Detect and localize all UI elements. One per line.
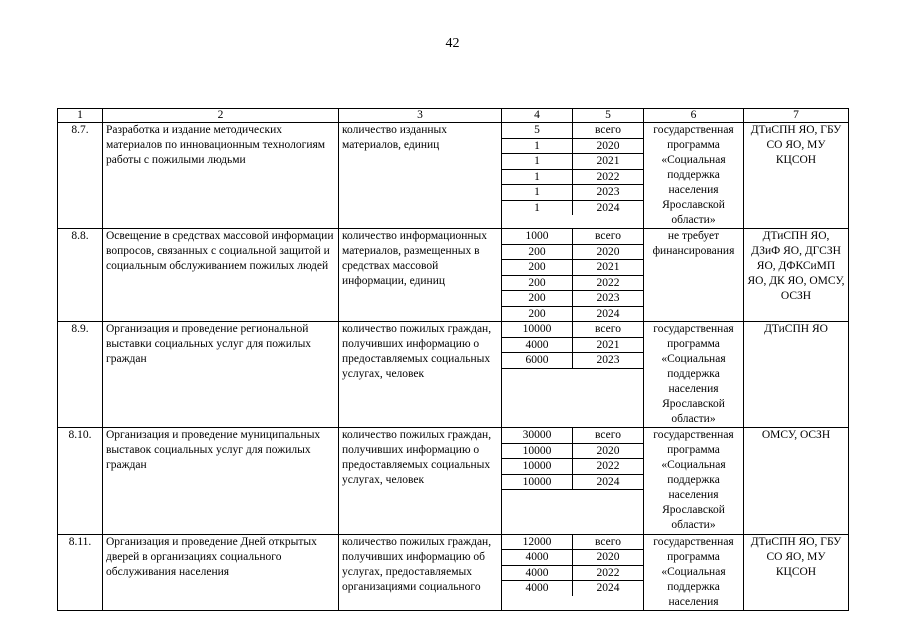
funding-value: 200: [502, 291, 573, 307]
funding-year: всего: [573, 428, 644, 443]
funding-empty: [502, 490, 573, 505]
funding-row: [502, 337, 643, 353]
funding-row-empty: [502, 398, 643, 413]
funding-value: 10000: [502, 443, 573, 459]
header-cell: 7: [744, 109, 849, 123]
executor: ДТиСПН ЯО, ГБУ СО ЯО, МУ КЦСОН: [744, 123, 849, 229]
funding-value: 200: [502, 306, 573, 321]
funding-source: государственная программа «Социальная поддержка населения: [644, 534, 744, 610]
funding-table: [502, 322, 643, 427]
funding-source: государственная программа «Социальная поддержка населения Ярославской области»: [644, 123, 744, 229]
table-row: [58, 534, 849, 610]
funding-value: 4000: [502, 550, 573, 566]
row-number: 8.11.: [58, 534, 103, 610]
funding-year: 2024: [596, 201, 620, 214]
executor: ДТиСПН ЯО, ГБУ СО ЯО, МУ КЦСОН: [744, 534, 849, 610]
funding-row: [502, 200, 643, 215]
funding-empty: [502, 412, 573, 427]
funding-year: 2023: [573, 353, 644, 369]
measure-name: Организация и проведение Дней открытых дверей в организациях социального обслуживания населения: [103, 534, 339, 610]
funding-year: всего: [573, 229, 644, 244]
funding-row: [502, 459, 643, 475]
funding-empty: [502, 398, 573, 413]
funding-year: 2022: [573, 275, 644, 291]
funding-row: [502, 244, 643, 260]
funding-row: [502, 229, 643, 244]
funding-year: 2020: [573, 138, 644, 154]
measure-name: Разработка и издание методических материалов по инновационным технологиям работы с пожилыми людьми: [103, 123, 339, 229]
funding-table: [502, 123, 643, 215]
funding-year: 2023: [573, 291, 644, 307]
funding-value: 4000: [502, 337, 573, 353]
header-cell: 2: [103, 109, 339, 123]
funding-year: всего: [573, 123, 644, 138]
funding-row: [502, 291, 643, 307]
funding-value: 1: [502, 138, 573, 154]
funding-row: [502, 581, 643, 596]
measure-name: Освещение в средствах массовой информации вопросов, связанных с социальной защитой и социальным обслуживанием пожилых людей: [103, 229, 339, 322]
funding-value: 4000: [502, 581, 573, 596]
funding-value: 1: [502, 154, 573, 170]
funding-year: 2022: [573, 565, 644, 581]
funding-value: 200: [502, 260, 573, 276]
funding-row: [502, 123, 643, 138]
funding-row: [502, 474, 643, 490]
funding-row: [502, 353, 643, 369]
funding-row: [502, 535, 643, 550]
funding-year: 2020: [573, 244, 644, 260]
header-cell: 3: [339, 109, 502, 123]
measure-name: Организация и проведение муниципальных выставок социальных услуг для пожилых граждан: [103, 428, 339, 535]
funding-source: государственная программа «Социальная поддержка населения Ярославской области»: [644, 428, 744, 535]
funding-year: всего: [573, 535, 644, 550]
funding-year: 2024: [573, 474, 644, 490]
executor: ДТиСПН ЯО: [744, 322, 849, 428]
funding-empty: [573, 412, 644, 427]
funding-row: [502, 138, 643, 154]
funding-row-empty: [502, 490, 643, 505]
funding-year: 2024: [596, 582, 620, 594]
executor: ОМСУ, ОСЗН: [744, 428, 849, 535]
funding-year: 2021: [573, 337, 644, 353]
funding-empty: [573, 505, 644, 520]
funding-row: [502, 185, 643, 201]
funding-cell: [502, 322, 644, 428]
funding-empty: [502, 368, 573, 383]
funding-row-empty: [502, 412, 643, 427]
funding-row: [502, 550, 643, 566]
funding-row: [502, 428, 643, 443]
funding-cell: [502, 534, 644, 610]
measures-table: [57, 108, 849, 611]
funding-value: 1: [502, 169, 573, 185]
funding-row-empty: [502, 519, 643, 534]
header-cell: 5: [605, 109, 611, 121]
funding-row: [502, 260, 643, 276]
executor: ДТиСПН ЯО, ДЗиФ ЯО, ДГСЗН ЯО, ДФКСиМП ЯО, ДК ЯО, ОМСУ, ОСЗН: [744, 229, 849, 322]
funding-value: 10000: [502, 322, 573, 337]
funding-year: 2022: [573, 169, 644, 185]
funding-row-empty: [502, 505, 643, 520]
funding-value: 5: [502, 123, 573, 138]
funding-row-empty: [502, 383, 643, 398]
header-cell: 6: [644, 109, 744, 123]
funding-value: 4000: [502, 565, 573, 581]
funding-table: [502, 428, 643, 534]
funding-year: 2021: [573, 260, 644, 276]
header-cell: 4: [502, 109, 573, 122]
funding-year: всего: [573, 322, 644, 337]
funding-source: не требует финансирования: [644, 229, 744, 322]
funding-row: [502, 322, 643, 337]
funding-year: 2020: [573, 443, 644, 459]
funding-year: 2023: [573, 185, 644, 201]
page-number: 42: [445, 36, 460, 51]
row-number: 8.10.: [58, 428, 103, 535]
funding-value: 6000: [502, 353, 573, 369]
funding-value: 10000: [502, 459, 573, 475]
indicator: количество пожилых граждан, получивших информацию об услугах, предоставляемых организациями социального: [339, 534, 502, 610]
row-number: 8.8.: [58, 229, 103, 322]
funding-value: 12000: [502, 535, 573, 550]
header-cell: 1: [58, 109, 103, 123]
funding-year: 2020: [573, 550, 644, 566]
funding-year: 2022: [573, 459, 644, 475]
funding-row: [502, 306, 643, 321]
funding-row: [502, 154, 643, 170]
funding-empty: [573, 368, 644, 383]
row-number: 8.9.: [58, 322, 103, 428]
indicator: количество изданных материалов, единиц: [339, 123, 502, 229]
funding-year: 2024: [596, 307, 620, 320]
funding-year: 2021: [573, 154, 644, 170]
funding-cell: [502, 123, 644, 229]
funding-empty: [573, 519, 644, 534]
table-row: [58, 322, 849, 428]
funding-source: государственная программа «Социальная поддержка населения Ярославской области»: [644, 322, 744, 428]
funding-value: 1: [502, 200, 573, 215]
measure-name: Организация и проведение региональной выставки социальных услуг для пожилых граждан: [103, 322, 339, 428]
funding-empty: [573, 490, 644, 505]
table-row: [58, 229, 849, 322]
funding-empty: [502, 519, 573, 534]
funding-empty: [502, 505, 573, 520]
funding-empty: [573, 383, 644, 398]
funding-value: 30000: [502, 428, 573, 443]
funding-table: [502, 229, 643, 321]
funding-row: [502, 565, 643, 581]
funding-table: [502, 535, 643, 596]
funding-cell: [502, 229, 644, 322]
table-row: [58, 123, 849, 229]
table-row: [58, 428, 849, 535]
funding-empty: [573, 398, 644, 413]
funding-empty: [502, 383, 573, 398]
funding-value: 1: [502, 185, 573, 201]
funding-value: 1000: [502, 229, 573, 244]
funding-row: [502, 443, 643, 459]
funding-row: [502, 169, 643, 185]
funding-row-empty: [502, 368, 643, 383]
indicator: количество пожилых граждан, получивших информацию о предоставляемых социальных услугах, человек: [339, 428, 502, 535]
header-cell-group: [502, 109, 644, 123]
funding-value: 10000: [502, 474, 573, 490]
header-row: [58, 109, 849, 123]
indicator: количество информационных материалов, размещенных в средствах массовой информации, единиц: [339, 229, 502, 322]
indicator: количество пожилых граждан, получивших информацию о предоставляемых социальных услугах, человек: [339, 322, 502, 428]
row-number: 8.7.: [58, 123, 103, 229]
funding-row: [502, 275, 643, 291]
funding-value: 200: [502, 244, 573, 260]
funding-value: 200: [502, 275, 573, 291]
funding-cell: [502, 428, 644, 535]
